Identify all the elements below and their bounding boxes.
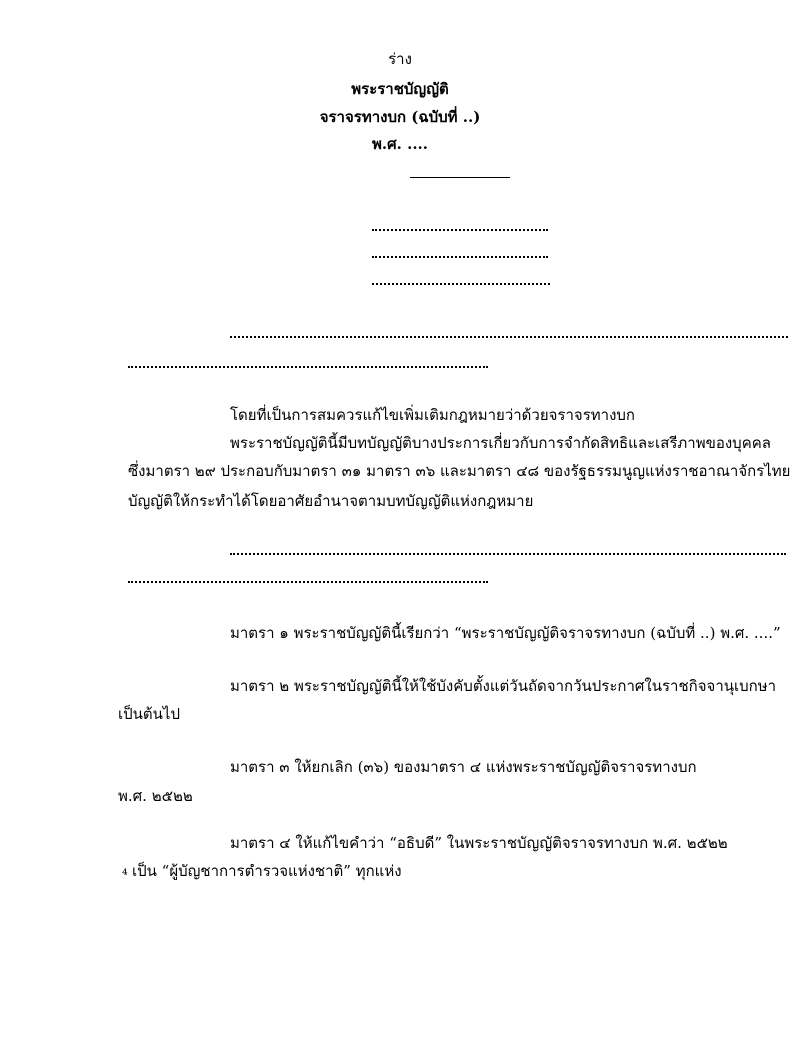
preamble-rights-line: พระราชบัญญัตินี้มีบทบัญญัติบางประการเกี่ยวกับการจำกัดสิทธิและเสรีภาพของบุคคล <box>230 434 771 452</box>
draft-label: ร่าง <box>388 50 412 68</box>
section-text-continuation: เป็นต้นไป <box>118 705 180 723</box>
section-text-continuation: เป็น “ผู้บัญชาการตำรวจแห่งชาติ” ทุกแห่ง <box>132 862 402 880</box>
title-underline <box>410 177 510 178</box>
preamble-rights-line: ซึ่งมาตรา ๒๙ ประกอบกับมาตรา ๓๑ มาตรา ๓๖ และมาตรา ๔๘ ของรัฐธรรมนูญแห่งราชอาณาจักรไทย <box>128 462 791 480</box>
section-text-continuation: พ.ศ. ๒๕๒๒ <box>118 787 193 805</box>
preamble-rights-line: บัญญัติให้กระทำได้โดยอาศัยอำนาจตามบทบัญญัติแห่งกฎหมาย <box>128 492 534 510</box>
act-name: จราจรทางบก (ฉบับที่ ..) <box>319 108 481 126</box>
signature-dotted-line <box>372 256 548 258</box>
year-line: พ.ศ. .... <box>372 135 428 153</box>
dotted-line <box>230 553 786 555</box>
section-text: มาตรา ๔ ให้แก้ไขคำว่า “อธิบดี” ในพระราชบัญญัติจราจรทางบก พ.ศ. ๒๕๒๒ <box>230 834 728 852</box>
act-title: พระราชบัญญัติ <box>351 80 449 98</box>
preamble-purpose: โดยที่เป็นการสมควรแก้ไขเพิ่มเติมกฎหมายว่าด้วยจราจรทางบก <box>230 406 635 424</box>
section-text: มาตรา ๓ ให้ยกเลิก (๓๖) ของมาตรา ๔ แห่งพระราชบัญญัติจราจรทางบก <box>230 758 697 776</box>
section-text: มาตรา ๒ พระราชบัญญัตินี้ให้ใช้บังคับตั้งแต่วันถัดจากวันประกาศในราชกิจจานุเบกษา <box>230 677 777 695</box>
dotted-line <box>230 336 788 338</box>
signature-dotted-line <box>372 229 548 231</box>
dotted-line <box>128 366 488 368</box>
signature-dotted-line <box>372 283 550 285</box>
dotted-line <box>128 581 488 583</box>
scan-mark: ⁴ <box>122 867 128 883</box>
section-text: มาตรา ๑ พระราชบัญญัตินี้เรียกว่า “พระราชบัญญัติจราจรทางบก (ฉบับที่ ..) พ.ศ. ....” <box>230 624 781 642</box>
